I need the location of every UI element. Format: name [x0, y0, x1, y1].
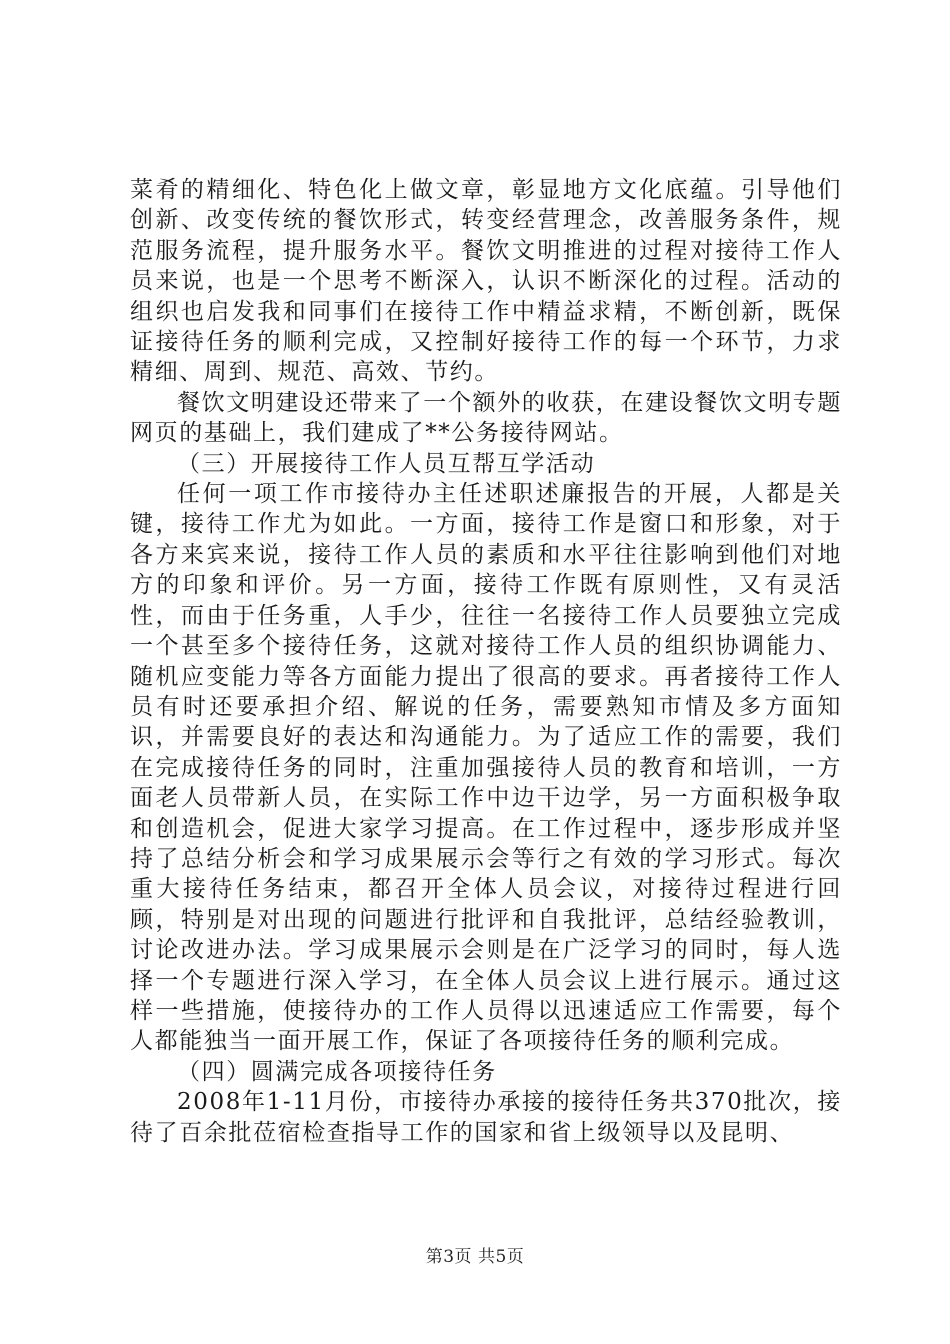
paragraph-training: 任何一项工作市接待办主任述职述廉报告的开展，人都是关键，接待工作尤为如此。一方面，接待工作是窗口和形象，对于各方来宾来说，接待工作人员的素质和水平往往影响到他们对地方的印象和评价。另一方面，接待工作既有原则性，又有灵活性，而由于任务重，人手少，往往一名接待工作人员要独立完成一个甚至多个接待任务，这就对接待工作人员的组织协调能力、随机应变能力等各方面能力提出了很高的要求。再者接待工作人员有时还要承担介绍、解说的任务，需要熟知市情及多方面知识，并需要良好的表达和沟通能力。为了适应工作的需要，我们在完成接待任务的同时，注重加强接待人员的教育和培训，一方面老人员带新人员，在实际工作中边干边学，另一方面积极争取和创造机会，促进大家学习提高。在工作过程中，逐步形成并坚持了总结分析会和学习成果展示会等行之有效的学习形式。每次重大接待任务结束，都召开全体人员会议，对接待过程进行回顾，特别是对出现的问题进行批评和自我批评，总结经验教训，讨论改进办法。学习成果展示会则是在广泛学习的同时，每人选择一个专题进行深入学习，在全体人员会议上进行展示。通过这样一些措施，使接待办的工作人员得以迅速适应工作需要，每个人都能独当一面开展工作，保证了各项接待任务的顺利完成。 — [130, 481, 842, 1055]
document-body — [130, 175, 842, 1148]
paragraph-tasks: 2008年1-11月份，市接待办承接的接待任务共370批次，接待了百余批莅宿检查指导工作的国家和省上级领导以及昆明、 — [130, 1089, 842, 1146]
paragraph-continuation: 菜肴的精细化、特色化上做文章，彰显地方文化底蕴。引导他们创新、改变传统的餐饮形式，转变经营理念，改善服务条件，规范服务流程，提升服务水平。餐饮文明推进的过程对接待工作人员来说，也是一个思考不断深入，认识不断深化的过程。活动的组织也启发我和同事们在接待工作中精益求精，不断创新，既保证接待任务的顺利完成，又控制好接待工作的每一个环节，力求精细、周到、规范、高效、节约。 — [130, 177, 842, 386]
section-heading-4: （四）圆满完成各项接待任务 — [177, 1058, 497, 1085]
page-number-footer: 第3页 共5页 — [425, 1247, 525, 1267]
section-heading-3: （三）开展接待工作人员互帮互学活动 — [177, 450, 596, 477]
paragraph-website: 餐饮文明建设还带来了一个额外的收获，在建设餐饮文明专题网页的基础上，我们建成了**公务接待网站。 — [130, 389, 842, 447]
